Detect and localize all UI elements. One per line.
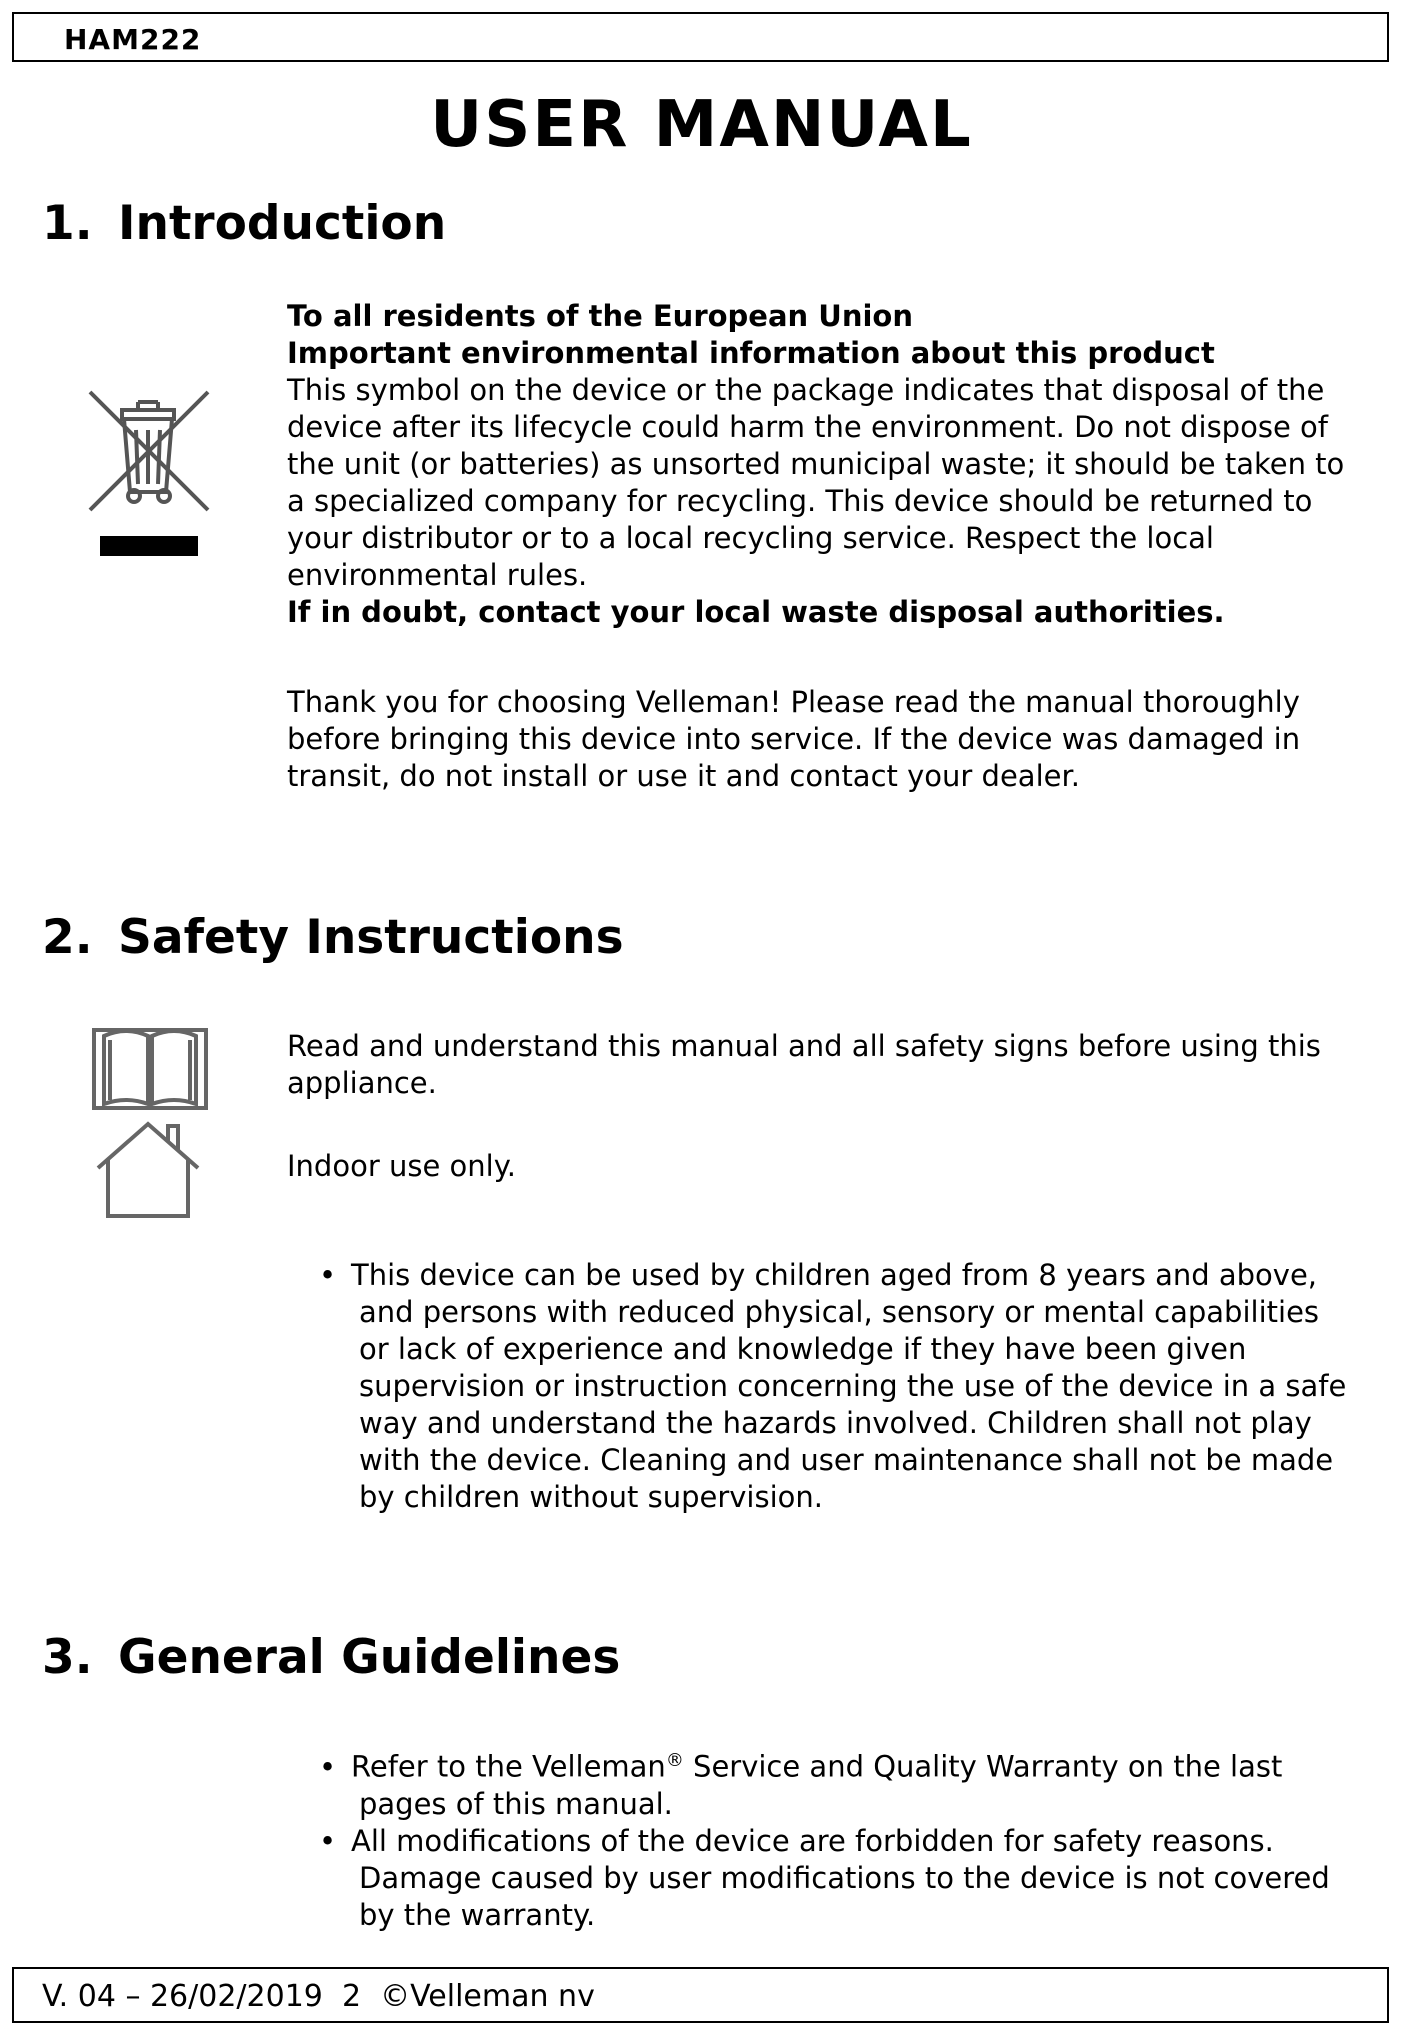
section-heading-safety: [42, 910, 624, 965]
eu-body-text: This symbol on the device or the package indicates that disposal of the device after its lifecycle could harm the environment. Do not dispose of the unit (or batteries) as unsorted municipal waste; it should be taken to a specialized company for recycling. This device should be returned to your distributor or to a local recycling service. Respect the local environmental rules.: [287, 373, 1345, 592]
registered-mark: ®: [665, 1750, 684, 1771]
list-item: [287, 1742, 1347, 1823]
eu-doubt-text: If in doubt, contact your local waste disposal authorities.: [287, 595, 1225, 629]
section-number: 1.: [42, 196, 93, 251]
bullet-dot: •: [319, 1823, 337, 1858]
section-heading-general: [42, 1630, 620, 1685]
bullet-dot: •: [319, 1749, 337, 1784]
read-manual-text: Read and understand this manual and all safety signs before using this appliance.: [287, 1029, 1321, 1100]
bullet-text: All modifications of the device are forbidden for safety reasons. Damage caused by user modifications to the device is not covered by the warranty.: [351, 1823, 1330, 1932]
header-box: [12, 12, 1389, 62]
list-item: [287, 1257, 1347, 1516]
footer-box: [12, 1967, 1389, 2023]
eu-heading-residents: To all residents of the European Union: [287, 299, 913, 333]
footer-version-text: V. 04 – 26/02/2019 2 ©Velleman nv: [42, 1979, 595, 2014]
eu-notice: [287, 298, 1347, 631]
model-number: HAM222: [64, 23, 202, 56]
guidelines-bullet-list: [287, 1742, 1347, 1934]
bullet-dot: •: [319, 1258, 337, 1292]
indoor-house-icon: [92, 1118, 204, 1220]
weee-bin-icon: [86, 388, 212, 560]
section-heading-introduction: [42, 196, 446, 251]
page-title: USER MANUAL: [430, 88, 973, 162]
eu-heading-environment: Important environmental information about this product: [287, 336, 1215, 370]
list-item: [287, 1823, 1347, 1934]
section-number: 2.: [42, 910, 93, 965]
section-title: Introduction: [118, 196, 447, 251]
thanks-paragraph: Thank you for choosing Velleman! Please read the manual thoroughly before bringing this device into service. If the device was damaged in transit, do not install or use it and contact your dealer.: [287, 685, 1301, 793]
section-title: General Guidelines: [118, 1630, 621, 1685]
safety-bullet-list: [287, 1257, 1347, 1516]
indoor-use-text: Indoor use only.: [287, 1149, 516, 1183]
read-manual-book-icon: [90, 1018, 210, 1114]
section-title: Safety Instructions: [118, 910, 624, 965]
section-number: 3.: [42, 1630, 93, 1685]
bullet-text: This device can be used by children aged from 8 years and above, and persons with reduced physical, sensory or mental capabilities or lack of experience and knowledge if they have been given supervision or instruction concerning the use of the device in a safe way and understand the hazards involved. Children shall not play with the device. Cleaning and user maintenance shall not be made by children without supervision.: [351, 1258, 1347, 1514]
bullet-text-post: Service and Quality Warranty on the last pages of this manual.: [359, 1749, 1283, 1821]
bullet-text-pre: Refer to the Velleman: [351, 1749, 666, 1784]
